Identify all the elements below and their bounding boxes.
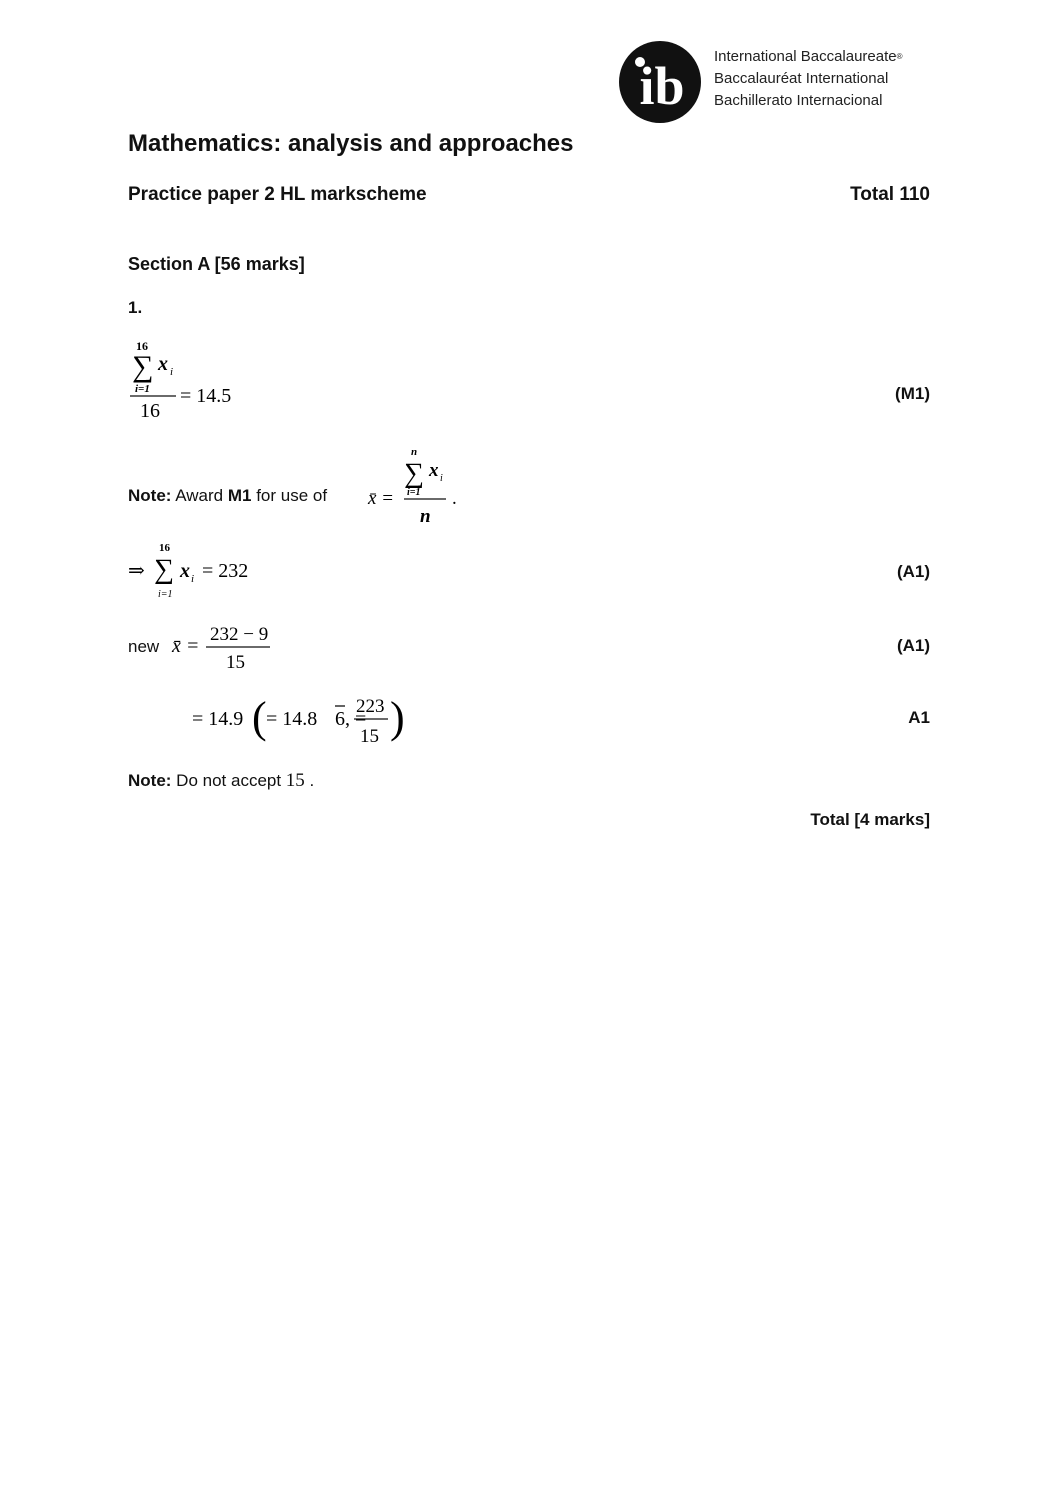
step2-summand-sub: i (191, 573, 195, 585)
step4-denominator: 15 (360, 726, 379, 747)
note1-xbar-lhs: x̄ = (368, 488, 395, 509)
step3-equation (170, 618, 290, 678)
note1-sum-upper: n (411, 446, 418, 458)
step2-mark: (A1) (896, 562, 930, 581)
step2-sigma: ∑ (154, 554, 174, 585)
note1-label: Note: (128, 486, 172, 505)
step2-sum-lower: i=1 (158, 589, 173, 600)
note2-text: Do not accept (171, 771, 286, 790)
note1-text-before: Award (171, 486, 228, 505)
step1-sigma: ∑ (132, 350, 154, 383)
step1-sum-upper: 16 (136, 339, 148, 353)
note1-sum-lower: i=1 (407, 487, 421, 498)
note1-formula (364, 444, 474, 530)
logo-line-en: International Baccalaureate® (714, 48, 903, 65)
step4-inner: = 14.8 (266, 708, 318, 730)
note1-summand: x (429, 460, 439, 481)
implies-icon: ⇒ (128, 560, 145, 582)
step1-mark: (M1) (895, 384, 930, 403)
ib-logo-glyph: ib (639, 56, 685, 116)
note2-end: . (304, 771, 315, 790)
note1-denominator: n (420, 506, 431, 527)
step4-paren-right: ) (390, 693, 405, 742)
step3-xbar-lhs: x̄ = (172, 635, 200, 657)
logo-line-es: Bachillerato Internacional (714, 92, 883, 109)
step2-summand: x (180, 560, 190, 582)
step3-mark: (A1) (896, 636, 930, 655)
logo-line-fr: Baccalauréat International (714, 70, 889, 87)
note1-mark-code: M1 (227, 486, 252, 505)
section-heading: Section A [56 marks] (128, 254, 305, 274)
step4-inner-after: , = (345, 708, 367, 730)
step3-denominator: 15 (226, 652, 245, 673)
ib-logo-emblem (618, 40, 702, 124)
step4-repeat-digit: 6 (335, 708, 345, 730)
page-subtitle: Practice paper 2 HL markscheme (128, 184, 427, 205)
page-title: Mathematics: analysis and approaches (128, 130, 574, 157)
step1-sum-lower: i=1 (135, 383, 150, 395)
step4-equation (190, 690, 420, 750)
step4-numerator: 223 (356, 696, 385, 717)
ib-logo (618, 40, 938, 126)
step1-denominator: 16 (140, 400, 160, 422)
step1-rhs: = 14.5 (180, 385, 232, 407)
note1-summand-sub: i (440, 473, 443, 484)
step2-equation (126, 540, 326, 604)
step2-rhs: = 232 (202, 560, 249, 582)
step1-summand: x (158, 353, 168, 375)
question-number: 1. (128, 298, 143, 317)
ib-logo-text (714, 46, 903, 112)
note1-text-after: for use of (251, 486, 328, 505)
step1-equation (126, 338, 346, 426)
step4-paren-left: ( (252, 693, 267, 742)
note2 (128, 770, 314, 792)
step4-mark: A1 (908, 708, 930, 727)
question-total: Total [4 marks] (810, 810, 930, 829)
step3-prefix: new (128, 637, 160, 656)
step1-summand-sub: i (170, 366, 174, 378)
step3-numerator: 232 − 9 (210, 624, 269, 645)
step4-value: = 14.9 (192, 708, 244, 730)
note2-label: Note: (128, 771, 172, 790)
note1-end: . (452, 488, 457, 509)
note1-sigma: ∑ (404, 458, 424, 489)
registered-mark: ® (896, 52, 903, 61)
step2-sum-upper: 16 (159, 542, 170, 554)
total-marks-paper: Total 110 (850, 184, 930, 205)
note1 (128, 486, 327, 506)
note2-value: 15 (285, 770, 305, 791)
